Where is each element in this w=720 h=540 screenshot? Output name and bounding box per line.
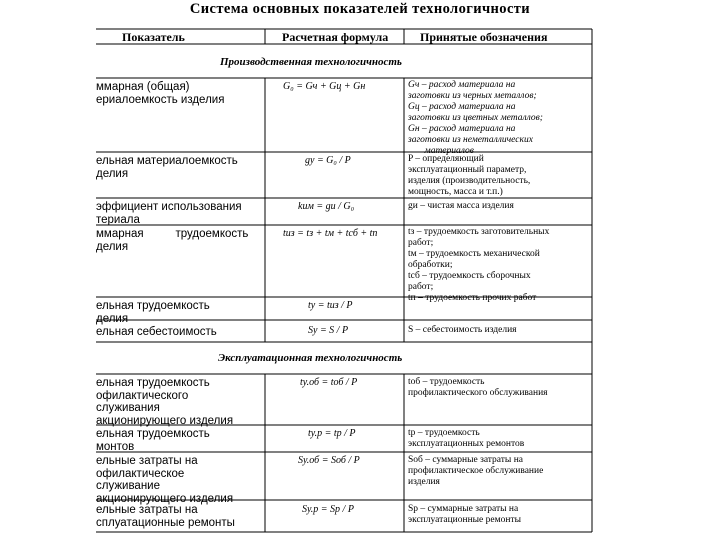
notation-cell: Sр – суммарные затраты на эксплуатационные ремонты bbox=[408, 504, 521, 525]
indicator-cell: ельная трудоемкость делия bbox=[96, 300, 210, 325]
notation-cell: P – определяющий эксплуатационный параметр, изделия (производительность, мощность, масса и т.п.) bbox=[408, 154, 531, 197]
indicator-cell: ельные затраты на сплуатационные ремонты bbox=[96, 504, 235, 529]
indicator-cell: ммарная (общая) ериалоемкость изделия bbox=[96, 81, 225, 106]
indicator-cell: ельная трудоемкость монтов bbox=[96, 428, 210, 453]
formula-cell: gу = G₀ / P bbox=[305, 155, 351, 166]
indicator-cell: ельная себестоимость bbox=[96, 326, 217, 338]
header-formula: Расчетная формула bbox=[282, 30, 389, 44]
notation-cell: S – себестоимость изделия bbox=[408, 325, 517, 335]
indicator-cell: эффициент использования териала bbox=[96, 201, 242, 226]
indicator-cell: ельная материалоемкость делия bbox=[96, 155, 238, 180]
formula-cell: Sу = S / P bbox=[308, 325, 349, 336]
formula-cell: tиз = tз + tм + tсб + tп bbox=[283, 228, 378, 239]
notation-cell: tр – трудоемкость эксплуатационных ремонтов bbox=[408, 428, 525, 449]
section-production: Производственная технологичность bbox=[220, 56, 402, 68]
document-title: Система основных показателей технологичности bbox=[189, 1, 531, 17]
formula-cell: Sу.об = Sоб / P bbox=[298, 455, 360, 466]
notation-cell: gи – чистая масса изделия bbox=[408, 201, 514, 211]
formula-cell: G₀ = Gч + Gц + Gн bbox=[283, 81, 366, 92]
formula-cell: kим = gи / G₀ bbox=[298, 201, 355, 212]
formula-cell: tу.об = tоб / P bbox=[300, 377, 358, 388]
notation-cell: Gч – расход материала на заготовки из черных металлов; Gц – расход материала на заготовки из цветных металлов; Gн – расход материала на заготовки из неметаллических материалов bbox=[408, 80, 543, 156]
notation-cell: tоб – трудоемкость профилактического обслуживания bbox=[408, 377, 548, 398]
formula-cell: tу.р = tр / P bbox=[308, 428, 356, 439]
formula-cell: tу = tиз / P bbox=[308, 300, 353, 311]
section-operational: Эксплуатационная технологичность bbox=[218, 352, 403, 364]
indicator-cell: ельная трудоемкость офилактического служивания акционирующего изделия bbox=[96, 377, 234, 427]
formula-cell: Sу.р = Sр / P bbox=[302, 504, 354, 515]
header-notation: Принятые обозначения bbox=[420, 30, 548, 44]
notation-cell: Sоб – суммарные затраты на профилактическое обслуживание изделия bbox=[408, 455, 544, 487]
notation-cell: tз – трудоемкость заготовительных работ; tм – трудоемкость механической обработки; tсб – трудоемкость сборочных работ; tп – трудоемкость прочих работ bbox=[408, 227, 550, 303]
indicator-cell: ммарная трудоемкость делия bbox=[96, 228, 249, 253]
header-indicator: Показатель bbox=[122, 30, 185, 44]
indicator-cell: ельные затраты на офилактическое служивание акционирующего изделия bbox=[96, 455, 234, 505]
